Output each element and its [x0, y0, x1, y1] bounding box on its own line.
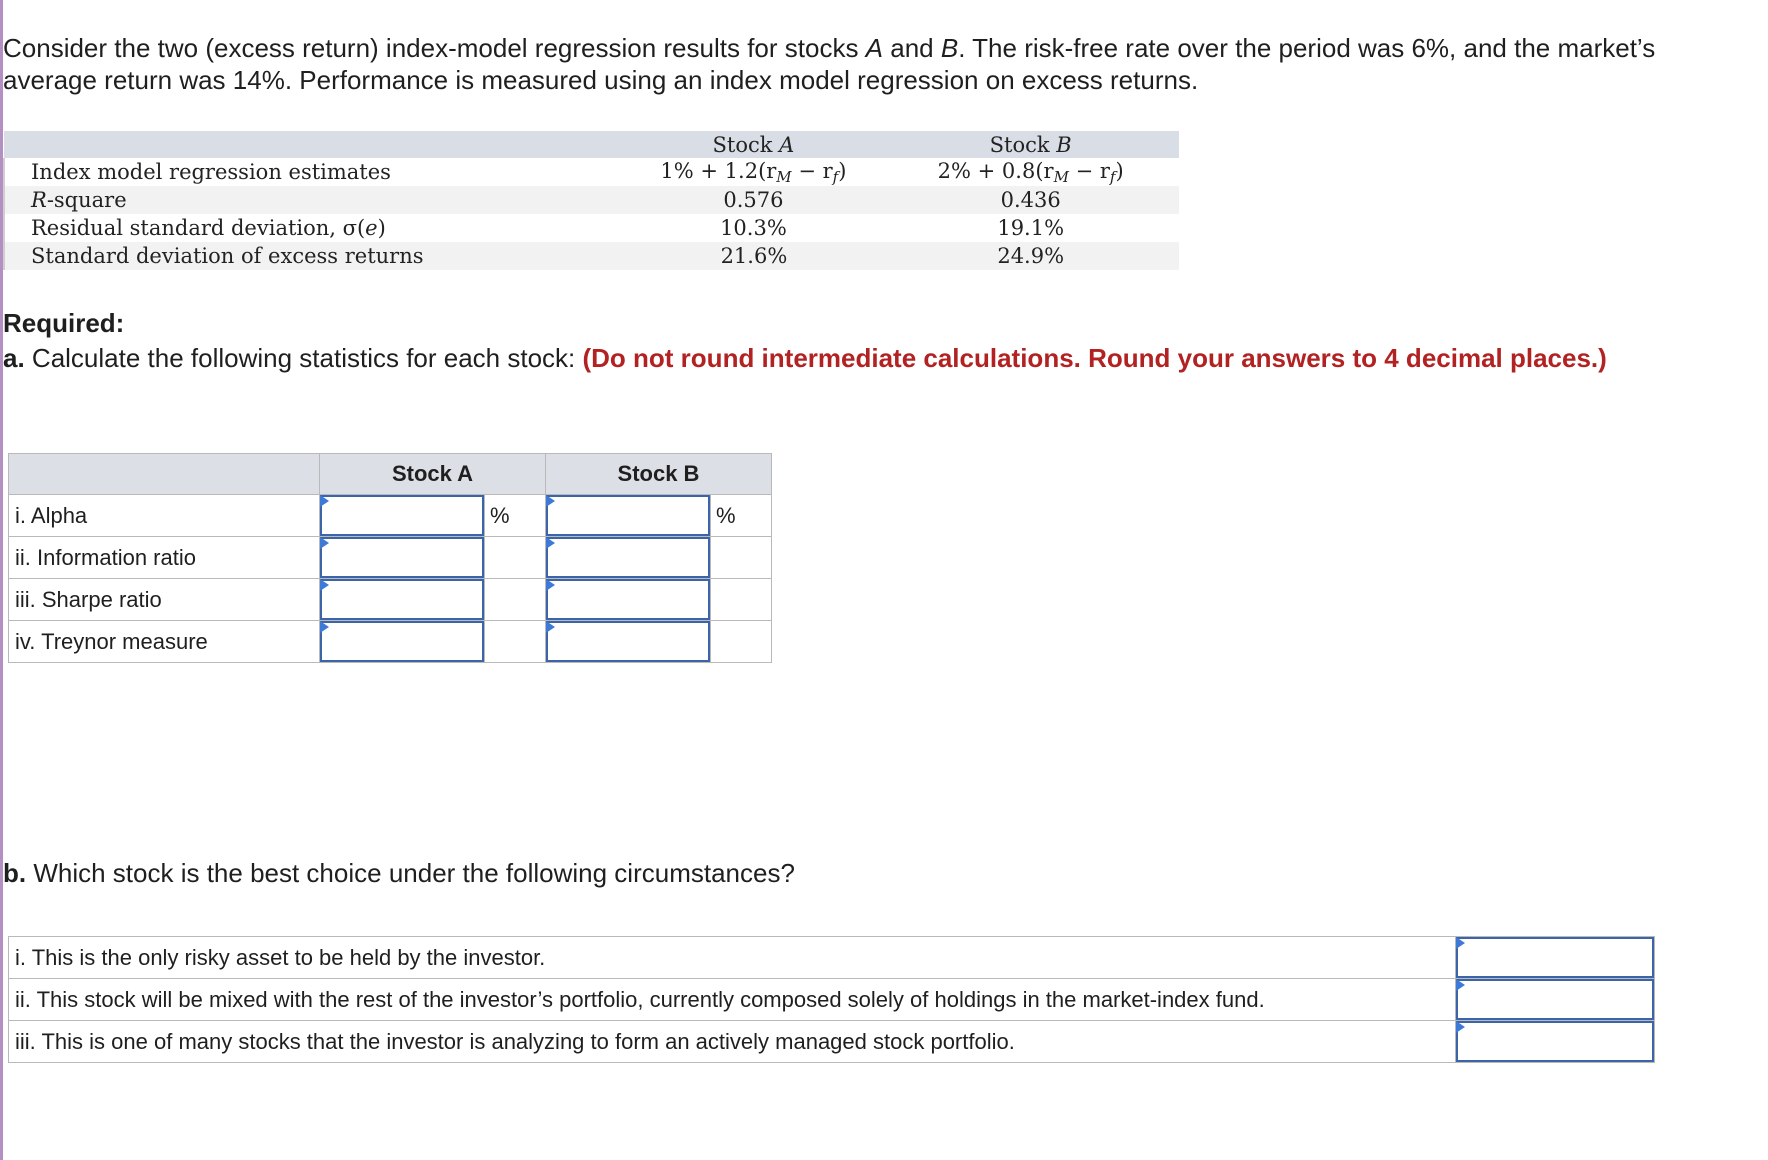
header-stock-b: Stock B — [882, 131, 1179, 158]
answer-row-sharpe-ratio — [9, 579, 772, 621]
part-b-answer-table — [8, 936, 1655, 1063]
stock-b-value: 0.436 — [882, 186, 1179, 214]
part-b-question: b. Which stock is the best choice under the following circumstances? — [3, 858, 795, 888]
percent-unit: % — [711, 495, 772, 537]
row-label: i. Alpha — [9, 495, 320, 537]
header-stock-a: Stock A — [625, 131, 882, 158]
best-stock-select-3[interactable] — [1456, 1021, 1654, 1062]
input-flag-icon — [546, 495, 555, 507]
circumstance-label: i. This is the only risky asset to be held by the investor. — [9, 937, 1456, 979]
part-a-answer-table — [8, 453, 772, 663]
input-flag-icon — [546, 621, 555, 633]
sharpe-ratio-stock-b-input[interactable] — [546, 579, 710, 620]
stock-a-value: 0.576 — [625, 186, 882, 214]
circumstance-row — [9, 979, 1655, 1021]
information-ratio-stock-a-input[interactable] — [320, 537, 484, 578]
row-label: ii. Information ratio — [9, 537, 320, 579]
best-stock-select-1[interactable] — [1456, 937, 1654, 978]
best-stock-select-2[interactable] — [1456, 979, 1654, 1020]
input-flag-icon — [1456, 979, 1465, 991]
alpha-stock-a-input[interactable] — [320, 495, 484, 536]
circumstance-row — [9, 1021, 1655, 1063]
input-flag-icon — [320, 537, 329, 549]
required-heading: Required: — [3, 308, 125, 338]
circumstance-label: ii. This stock will be mixed with the rest of the investor’s portfolio, currently composed solely of holdings in the market-index fund. — [9, 979, 1456, 1021]
problem-statement: Consider the two (excess return) index-model regression results for stocks A and B. The risk-free rate over the period was 6%, and the market’s average return was 14%. Performance is measured using an index model regression on excess returns. — [3, 33, 1656, 95]
stock-a-value: 10.3% — [720, 216, 787, 240]
row-label: Standard deviation of excess returns — [4, 242, 625, 270]
stock-b-value: 19.1% — [997, 216, 1065, 240]
row-label: Index model regression estimates — [4, 158, 625, 186]
row-label: R-square — [4, 186, 625, 214]
input-flag-icon — [546, 537, 555, 549]
input-flag-icon — [320, 579, 329, 591]
rounding-note: (Do not round intermediate calculations. Round your answers to 4 decimal places.) — [582, 343, 1607, 373]
input-flag-icon — [1456, 937, 1465, 949]
row-label: Residual standard deviation, σ(e) — [4, 214, 625, 242]
sharpe-ratio-stock-a-input[interactable] — [320, 579, 484, 620]
treynor-measure-stock-a-input[interactable] — [320, 621, 484, 662]
answer-row-treynor-measure — [9, 621, 772, 663]
col-header-stock-a: Stock A — [320, 454, 546, 495]
row-label: iv. Treynor measure — [9, 621, 320, 663]
stock-b-value: $2\% + 0.8(r_M - r_f)$ — [937, 158, 1124, 186]
stock-a-value: $1\% + 1.2(r_M - r_f)$ — [660, 158, 847, 186]
answer-table-header — [9, 454, 772, 495]
alpha-stock-b-input[interactable] — [546, 495, 710, 536]
stock-a-value: 21.6% — [625, 242, 882, 270]
regression-row — [4, 214, 1179, 242]
circumstance-row — [9, 937, 1655, 979]
part-a-instructions: a. Calculate the following statistics for each stock: (Do not round intermediate calculations. Round your answers to 4 decimal places.) — [3, 343, 1607, 373]
input-flag-icon — [320, 621, 329, 633]
treynor-measure-stock-b-input[interactable] — [546, 621, 710, 662]
circumstance-label: iii. This is one of many stocks that the investor is analyzing to form an actively managed stock portfolio. — [9, 1021, 1456, 1063]
percent-unit: % — [485, 495, 546, 537]
stock-b-value: 24.9% — [882, 242, 1179, 270]
answer-row-alpha — [9, 495, 772, 537]
regression-results-table — [3, 131, 1179, 270]
input-flag-icon — [546, 579, 555, 591]
input-flag-icon — [320, 495, 329, 507]
regression-header-row — [4, 131, 1179, 158]
input-flag-icon — [1456, 1021, 1465, 1033]
row-label: iii. Sharpe ratio — [9, 579, 320, 621]
regression-row — [4, 242, 1179, 270]
information-ratio-stock-b-input[interactable] — [546, 537, 710, 578]
col-header-stock-b: Stock B — [546, 454, 772, 495]
regression-row — [4, 186, 1179, 214]
answer-row-information-ratio — [9, 537, 772, 579]
regression-row — [4, 158, 1179, 186]
